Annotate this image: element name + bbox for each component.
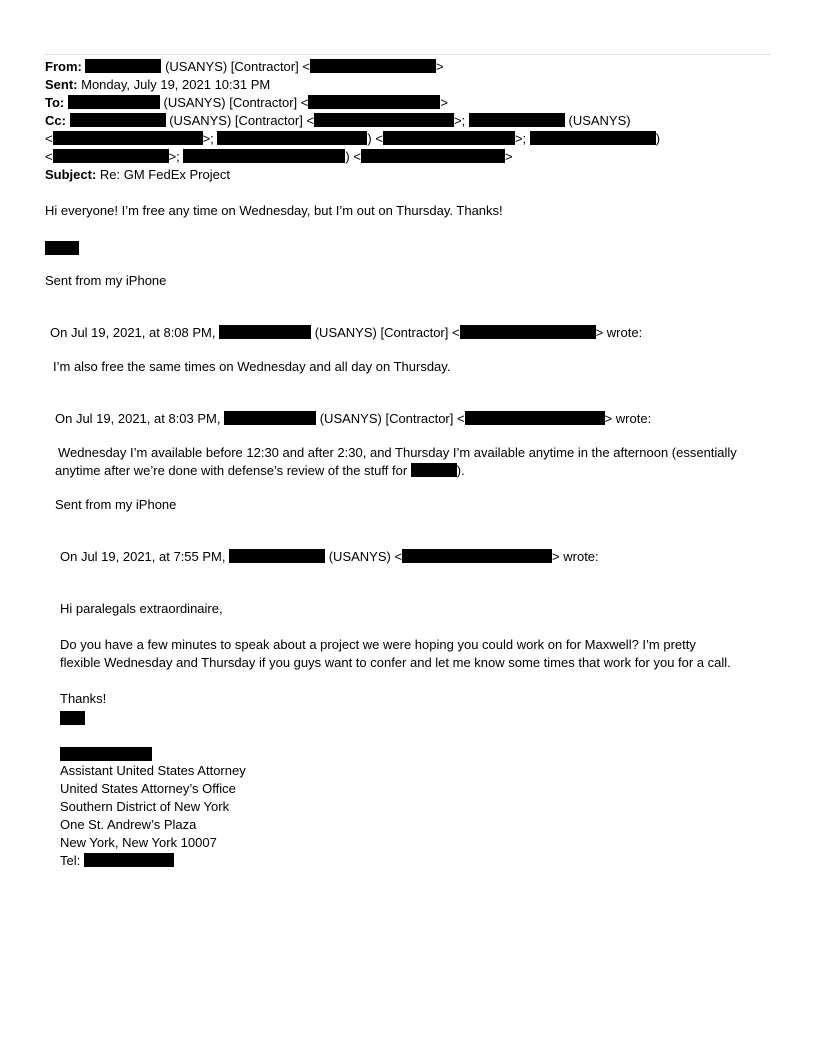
redaction <box>60 747 152 761</box>
semi: >; <box>168 149 184 164</box>
from-label: From: <box>45 59 82 74</box>
signature-district: Southern District of New York <box>60 799 230 814</box>
sent-from-iphone: Sent from my iPhone <box>55 497 177 512</box>
thanks: Thanks! <box>60 691 107 706</box>
semi: >; <box>202 131 218 146</box>
redaction <box>219 325 311 339</box>
redaction <box>229 549 325 563</box>
quote-prefix: On Jul 19, 2021, at 7:55 PM, <box>60 549 230 564</box>
paren: ) < <box>367 131 383 146</box>
cc-line <box>45 112 631 130</box>
redaction <box>217 131 367 145</box>
greeting: Hi paralegals extraordinaire, <box>60 601 223 616</box>
quote-body-line-2: flexible Wednesday and Thursday if you guys want to confer and let me know some times that work for you for a call. <box>60 655 731 670</box>
lt: < <box>45 131 53 146</box>
quote-suffix: > wrote: <box>604 411 652 426</box>
header-divider <box>44 54 771 55</box>
sent-value: Monday, July 19, 2021 10:31 PM <box>77 77 271 92</box>
redaction <box>68 95 160 109</box>
semi: >; <box>454 113 469 128</box>
quote-body-line-1: Do you have a few minutes to speak about a project we were hoping you could work on for Maxwell? I’m pretty <box>60 637 696 652</box>
signature-tel <box>60 852 174 870</box>
redaction <box>84 853 174 867</box>
subject-label: Subject: <box>45 167 97 182</box>
signature-title: Assistant United States Attorney <box>60 763 246 778</box>
quote-body-line-2 <box>55 462 465 480</box>
quote-body-end: ). <box>456 463 465 478</box>
signature-address-1: One St. Andrew’s Plaza <box>60 817 197 832</box>
redaction <box>183 149 345 163</box>
gt: > <box>504 149 513 164</box>
quote-header <box>55 410 651 428</box>
sent-label: Sent: <box>45 77 78 92</box>
cc-label: Cc: <box>45 113 66 128</box>
redaction <box>402 549 552 563</box>
paren: ) < <box>345 149 361 164</box>
cc-org-1: (USANYS) [Contractor] < <box>165 113 315 128</box>
redaction <box>60 711 85 725</box>
cc-line-2 <box>45 130 660 148</box>
redaction <box>383 131 515 145</box>
from-line <box>45 58 444 76</box>
signature-address-2: New York, New York 10007 <box>60 835 217 850</box>
quote-body-text: anytime after we’re done with defense’s review of the stuff for <box>55 463 411 478</box>
quote-suffix: > wrote: <box>595 325 643 340</box>
quote-org: (USANYS) [Contractor] < <box>311 325 460 340</box>
cc-line-3 <box>45 148 513 166</box>
signature-office: United States Attorney’s Office <box>60 781 236 796</box>
redaction <box>310 59 436 73</box>
lt: < <box>45 149 53 164</box>
semi: >; <box>514 131 530 146</box>
redaction <box>224 411 316 425</box>
redaction <box>361 149 505 163</box>
redaction <box>314 113 454 127</box>
paren-end: ) <box>655 131 661 146</box>
quote-header <box>50 324 642 342</box>
subject-line <box>45 166 230 184</box>
message-body: Hi everyone! I’m free any time on Wednesday, but I’m out on Thursday. Thanks! <box>45 203 503 218</box>
cc-org-2: (USANYS) <box>564 113 631 128</box>
gt: > <box>440 95 448 110</box>
from-org: (USANYS) [Contractor] < <box>161 59 310 74</box>
redaction <box>465 411 605 425</box>
sent-from-iphone: Sent from my iPhone <box>45 273 167 288</box>
quote-body: I’m also free the same times on Wednesday and all day on Thursday. <box>53 359 451 374</box>
quote-org: (USANYS) < <box>325 549 403 564</box>
subject-value: Re: GM FedEx Project <box>96 167 230 182</box>
quote-body-line-1: Wednesday I’m available before 12:30 and after 2:30, and Thursday I’m available anytime in the afternoon (essentially <box>58 445 737 460</box>
redaction <box>85 59 161 73</box>
sent-line <box>45 76 270 94</box>
redaction <box>530 131 656 145</box>
redaction <box>70 113 166 127</box>
redaction <box>411 463 457 477</box>
quote-prefix: On Jul 19, 2021, at 8:08 PM, <box>50 325 220 340</box>
gt: > <box>435 59 444 74</box>
to-line <box>45 94 448 112</box>
redaction <box>308 95 440 109</box>
redaction <box>469 113 565 127</box>
quote-header <box>60 548 599 566</box>
to-org: (USANYS) [Contractor] < <box>159 95 309 110</box>
quote-prefix: On Jul 19, 2021, at 8:03 PM, <box>55 411 225 426</box>
quote-org: (USANYS) [Contractor] < <box>316 411 465 426</box>
to-label: To: <box>45 95 65 110</box>
redaction <box>53 131 203 145</box>
redaction <box>460 325 596 339</box>
redaction <box>45 241 79 255</box>
tel-label: Tel: <box>60 853 84 868</box>
redaction <box>53 149 169 163</box>
quote-suffix: > wrote: <box>552 549 599 564</box>
